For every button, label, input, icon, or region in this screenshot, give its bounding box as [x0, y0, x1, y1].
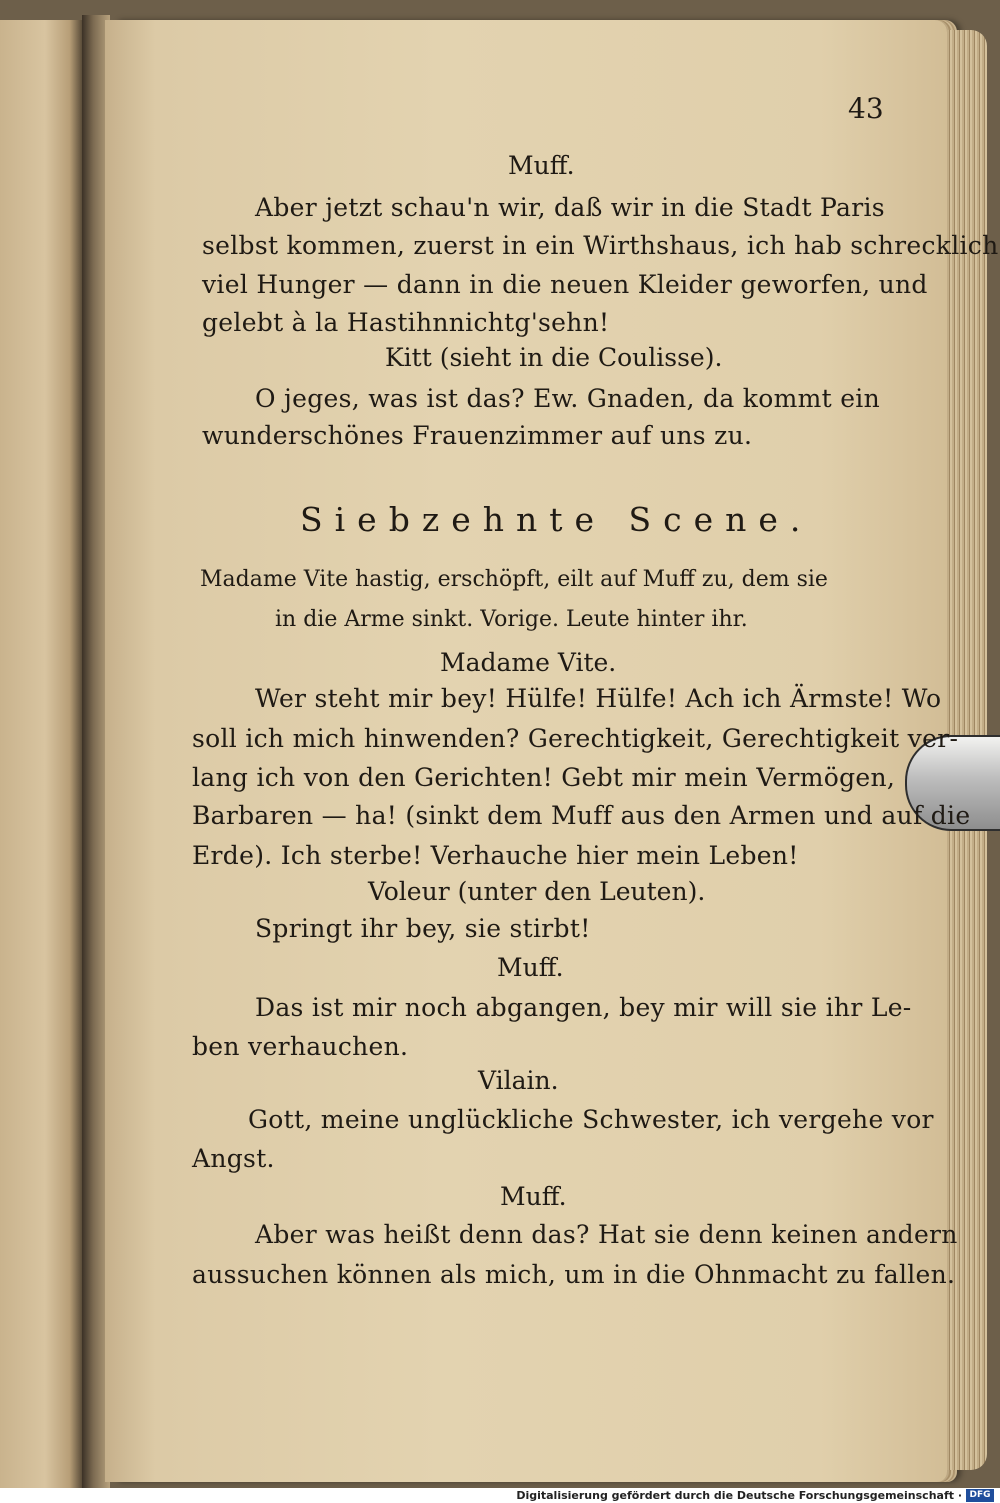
text-line: wunderschönes Frauenzimmer auf uns zu. — [202, 421, 753, 450]
text-line: viel Hunger — dann in die neuen Kleider geworfen, und — [202, 270, 928, 299]
text-line: Wer steht mir bey! Hülfe! Hülfe! Ach ich Ärmste! Wo — [255, 684, 942, 713]
footer-bar — [0, 1488, 1000, 1503]
left-page-edge — [0, 20, 82, 1490]
text-line: soll ich mich hinwenden? Gerechtigkeit, Gerechtigkeit ver- — [192, 724, 959, 753]
text-line: ben verhauchen. — [192, 1032, 409, 1061]
scene-heading: Siebzehnte Scene. — [300, 500, 813, 539]
text-line: Aber was heißt denn das? Hat sie denn keinen andern — [255, 1220, 958, 1249]
text-line: O jeges, was ist das? Ew. Gnaden, da kommt ein — [255, 384, 880, 413]
text-line: lang ich von den Gerichten! Gebt mir mein Vermögen, — [192, 763, 896, 792]
text-line: Das ist mir noch abgangen, bey mir will sie ihr Le- — [255, 993, 912, 1022]
text-line: aussuchen können als mich, um in die Ohnmacht zu fallen. — [192, 1260, 956, 1289]
text-line: Erde). Ich sterbe! Verhauche hier mein Leben! — [192, 841, 799, 870]
text-line: selbst kommen, zuerst in ein Wirthshaus, ich hab schrecklich — [202, 231, 999, 260]
speaker-madame-vite: Madame Vite. — [440, 648, 617, 677]
stage-direction: in die Arme sinkt. Vorige. Leute hinter ihr. — [275, 607, 748, 632]
speaker-muff: Muff. — [500, 1182, 567, 1211]
dfg-logo: DFG — [966, 1489, 994, 1502]
speaker-muff: Muff. — [497, 953, 564, 982]
speaker-vilain: Vilain. — [478, 1066, 559, 1095]
speaker-muff: Muff. — [508, 151, 575, 180]
text-line: Barbaren — ha! (sinkt dem Muff aus den Armen und auf die — [192, 801, 971, 830]
text-line: Aber jetzt schau'n wir, daß wir in die Stadt Paris — [255, 193, 885, 222]
speaker-kitt: Kitt (sieht in die Coulisse). — [385, 343, 723, 372]
speaker-voleur: Voleur (unter den Leuten). — [368, 877, 706, 906]
funding-credit: Digitalisierung gefördert durch die Deutsche Forschungsgemeinschaft · — [516, 1489, 962, 1502]
stage-direction: Madame Vite hastig, erschöpft, eilt auf Muff zu, dem sie — [200, 567, 828, 592]
text-line: gelebt à la Hastihnnichtg'sehn! — [202, 308, 610, 337]
text-line: Angst. — [192, 1144, 275, 1173]
page-number: 43 — [848, 92, 884, 125]
text-line: Springt ihr bey, sie stirbt! — [255, 914, 591, 943]
text-line: Gott, meine unglückliche Schwester, ich vergehe vor — [248, 1105, 934, 1134]
